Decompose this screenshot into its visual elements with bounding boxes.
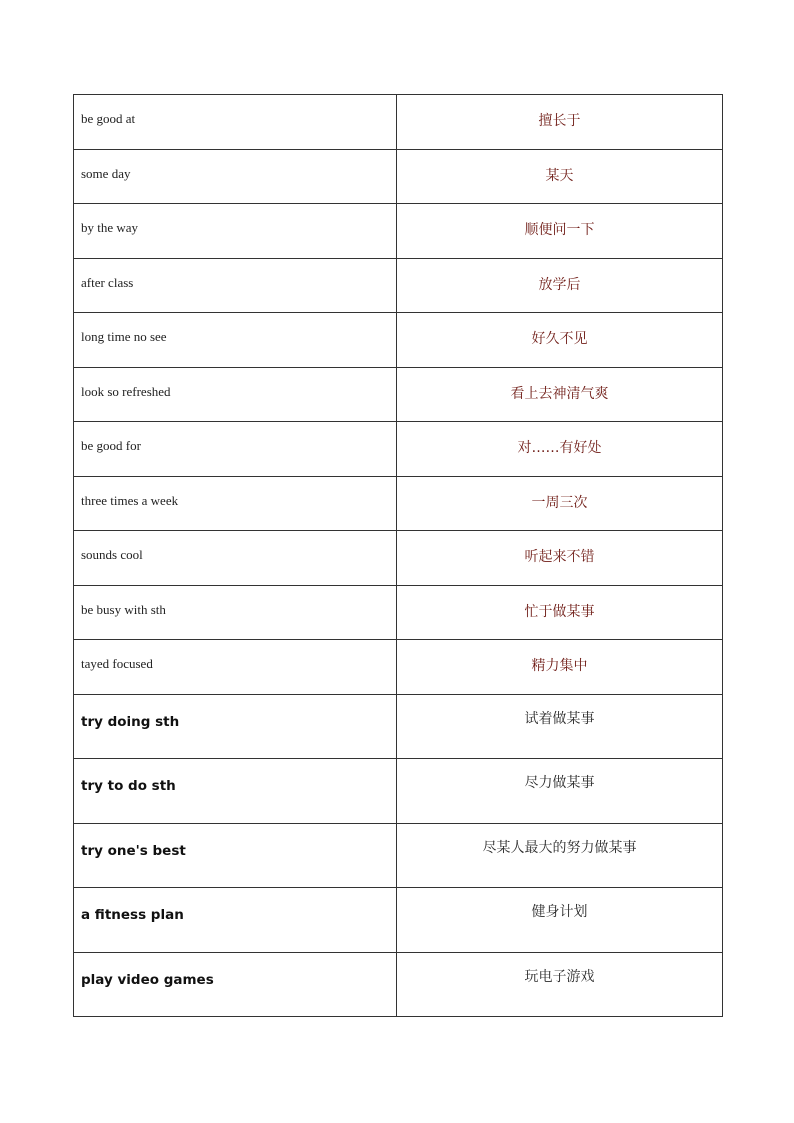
table-row bbox=[74, 888, 723, 953]
table-row bbox=[74, 640, 723, 695]
chinese-cell bbox=[397, 585, 723, 640]
english-cell bbox=[74, 585, 397, 640]
english-phrase: try doing sth bbox=[81, 713, 180, 730]
chinese-cell bbox=[397, 149, 723, 204]
chinese-meaning: 好久不见 bbox=[531, 331, 588, 347]
chinese-meaning: 看上去神清气爽 bbox=[510, 385, 609, 402]
table-row bbox=[74, 759, 723, 824]
english-phrase: three times a week bbox=[81, 492, 179, 508]
table-row bbox=[74, 952, 723, 1017]
english-phrase: long time no see bbox=[81, 329, 167, 344]
chinese-meaning: 放学后 bbox=[538, 276, 581, 293]
english-cell bbox=[74, 888, 397, 953]
english-phrase: some day bbox=[81, 165, 131, 181]
english-cell bbox=[74, 759, 397, 824]
chinese-meaning: 擅长于 bbox=[538, 113, 581, 129]
english-phrase: be busy with sth bbox=[81, 601, 166, 617]
chinese-cell bbox=[397, 952, 723, 1017]
english-cell bbox=[74, 422, 397, 477]
english-phrase: try to do sth bbox=[81, 778, 176, 794]
table-row bbox=[74, 204, 723, 259]
english-phrase: play video games bbox=[81, 971, 214, 988]
chinese-cell bbox=[397, 367, 723, 422]
chinese-meaning: 试着做某事 bbox=[524, 710, 595, 727]
english-phrase: a fitness plan bbox=[81, 907, 184, 923]
chinese-meaning: 尽力做某事 bbox=[524, 775, 595, 791]
chinese-cell bbox=[397, 258, 723, 313]
english-phrase: look so refreshed bbox=[81, 383, 171, 399]
table-row bbox=[74, 823, 723, 888]
english-phrase: be good at bbox=[81, 111, 136, 126]
english-cell bbox=[74, 258, 397, 313]
table-row bbox=[74, 258, 723, 313]
table-row bbox=[74, 694, 723, 759]
chinese-meaning: 某天 bbox=[545, 167, 574, 184]
english-cell bbox=[74, 149, 397, 204]
vocabulary-table bbox=[73, 94, 723, 1017]
english-cell bbox=[74, 95, 397, 150]
english-cell bbox=[74, 640, 397, 695]
english-phrase: be good for bbox=[81, 438, 141, 453]
chinese-cell bbox=[397, 313, 723, 368]
table-row bbox=[74, 149, 723, 204]
table-row bbox=[74, 531, 723, 586]
chinese-cell bbox=[397, 204, 723, 259]
english-cell bbox=[74, 204, 397, 259]
table-row bbox=[74, 476, 723, 531]
english-cell bbox=[74, 476, 397, 531]
chinese-cell bbox=[397, 823, 723, 888]
chinese-meaning: 玩电子游戏 bbox=[524, 968, 595, 985]
chinese-cell bbox=[397, 476, 723, 531]
chinese-cell bbox=[397, 640, 723, 695]
english-phrase: tayed focused bbox=[81, 656, 153, 671]
chinese-meaning: 顺便问一下 bbox=[524, 222, 595, 238]
chinese-cell bbox=[397, 759, 723, 824]
chinese-meaning: 听起来不错 bbox=[524, 549, 595, 565]
english-cell bbox=[74, 531, 397, 586]
table-row bbox=[74, 585, 723, 640]
chinese-meaning: 尽某人最大的努力做某事 bbox=[482, 839, 637, 856]
english-cell bbox=[74, 694, 397, 759]
english-cell bbox=[74, 367, 397, 422]
chinese-meaning: 忙于做某事 bbox=[524, 603, 595, 620]
chinese-cell bbox=[397, 531, 723, 586]
english-phrase: sounds cool bbox=[81, 547, 143, 562]
chinese-cell bbox=[397, 422, 723, 477]
chinese-meaning: 一周三次 bbox=[531, 494, 588, 511]
table-row bbox=[74, 367, 723, 422]
table-row bbox=[74, 313, 723, 368]
english-phrase: try one's best bbox=[81, 842, 186, 859]
table-row bbox=[74, 95, 723, 150]
english-phrase: by the way bbox=[81, 220, 139, 235]
chinese-meaning: 对……有好处 bbox=[517, 440, 602, 456]
table-row bbox=[74, 422, 723, 477]
chinese-cell bbox=[397, 95, 723, 150]
chinese-meaning: 精力集中 bbox=[531, 658, 588, 674]
english-cell bbox=[74, 823, 397, 888]
english-cell bbox=[74, 313, 397, 368]
chinese-cell bbox=[397, 888, 723, 953]
chinese-cell bbox=[397, 694, 723, 759]
chinese-meaning: 健身计划 bbox=[531, 904, 588, 920]
english-cell bbox=[74, 952, 397, 1017]
english-phrase: after class bbox=[81, 274, 134, 290]
